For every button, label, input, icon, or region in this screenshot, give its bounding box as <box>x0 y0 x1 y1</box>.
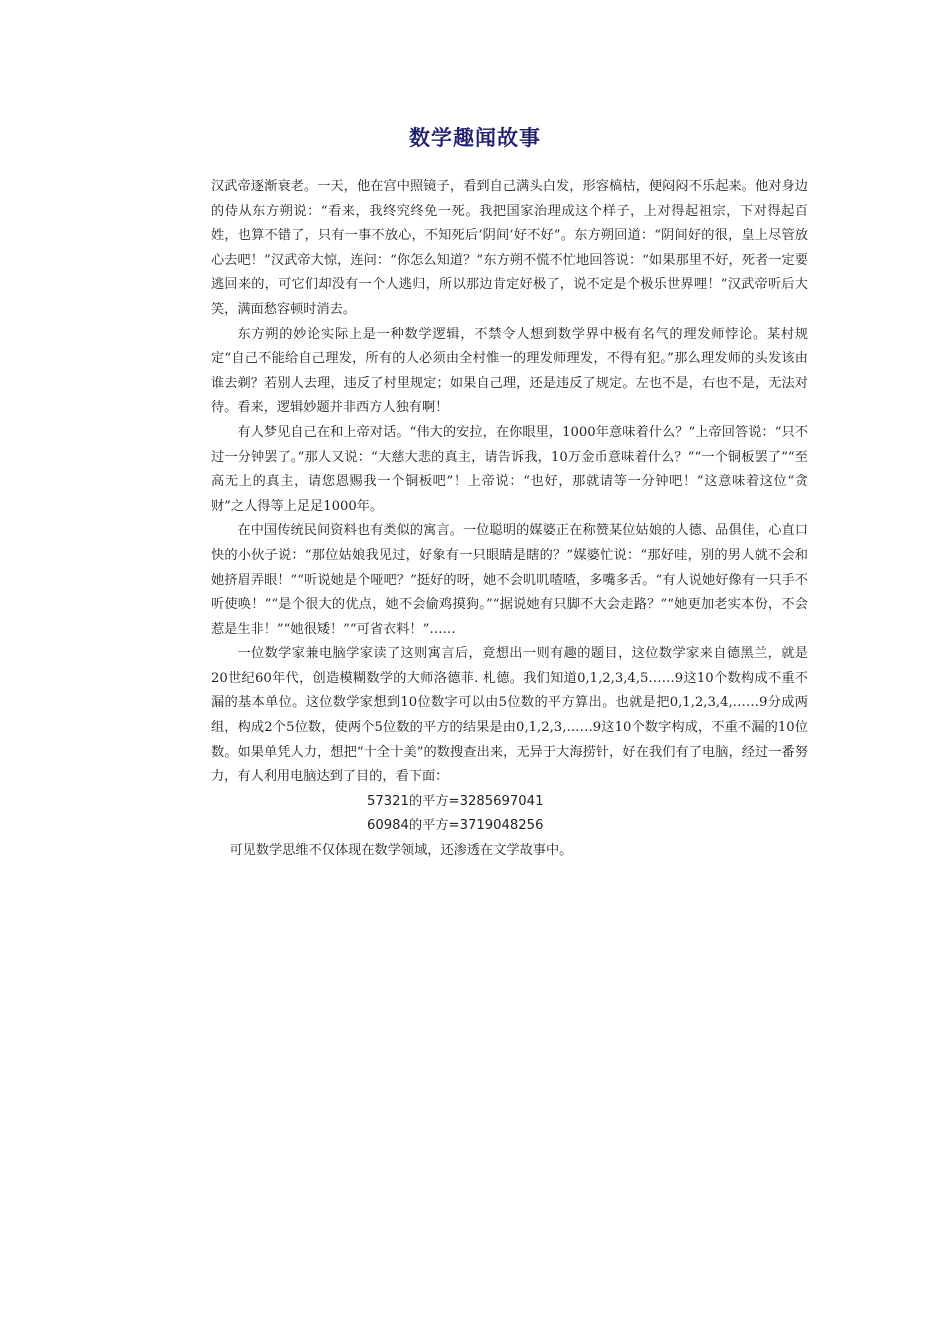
document-body <box>211 175 808 864</box>
paragraph-barber-paradox: 东方朔的妙论实际上是一种数学逻辑，不禁令人想到数学界中极有名气的理发师悖论。某村规定“自己不能给自己理发，所有的人必须由全村惟一的理发师理发，不得有犯。”那么理发师的头发该由谁去剃？若别人去理，违反了村里规定；如果自己理，还是违反了规定。左也不是，右也不是，无法对待。看来，逻辑妙题并非西方人独有啊！ <box>211 326 808 416</box>
paragraph-mathematician-puzzle: 一位数学家兼电脑学家读了这则寓言后，竟想出一则有趣的题目，这位数学家来自德黑兰，就是20世纪60年代，创造模糊数学的大师洛德菲. 札德。我们知道0,1,2,3,4,5……9这10个数构成不重不漏的基本单位。这位数学家想到10位数字可以由5位数的平方算出。也就是把0,1,2,3,4,……9分成两组，构成2个5位数，使两个5位数的平方的结果是由0,1,2,3,……9这10个数字构成，不重不漏的10位数。如果单凭人力，想把“十全十美”的数搜查出来，无异于大海捞针，好在我们有了电脑，经过一番努力，有人利用电脑达到了目的，看下面： <box>211 646 808 785</box>
paragraph-matchmaker-fable: 在中国传统民间资料也有类似的寓言。一位聪明的媒婆正在称赞某位姑娘的人德、品俱佳，心直口快的小伙子说：“那位姑娘我见过，好象有一只眼睛是瞎的？”媒婆忙说：“那好哇，别的男人就不会和她挤眉弄眼！”“听说她是个哑吧？”挺好的呀，她不会叽叽喳喳，多嘴多舌。“有人说她好像有一只手不听使唤！”“是个很大的优点，她不会偷鸡摸狗。”“据说她有只脚不大会走路？”“她更加老实本份，不会惹是生非！”“她很矮！”“可省衣料！”…… <box>211 523 808 637</box>
paragraph-god-dialogue: 有人梦见自己在和上帝对话。“伟大的安拉，在你眼里，1000年意味着什么？”上帝回答说：“只不过一分钟罢了。”那人又说：“大慈大悲的真主，请告诉我，10万金币意味着什么？”“一个铜板罢了”“至高无上的真主，请您恩赐我一个铜板吧”！上帝说：“也好，那就请等一分钟吧！”这意味着这位“贪财”之人得等上足足1000年。 <box>211 424 808 514</box>
formula-line-2: 60984的平方=3719048256 <box>367 818 544 834</box>
document-title: 数学趣闻故事 <box>409 126 541 150</box>
paragraph-closing: 可见数学思维不仅体现在数学领域，还渗透在文学故事中。 <box>229 843 573 859</box>
formula-line-1: 57321的平方=3285697041 <box>367 793 544 809</box>
paragraph-emperor-mirror: 汉武帝逐渐衰老。一天，他在宫中照镜子，看到自己满头白发，形容槁枯，便闷闷不乐起来。他对身边的侍从东方朔说：“看来，我终究终免一死。我把国家治理成这个样子，上对得起祖宗，下对得起百姓，也算不错了，只有一事不放心，不知死后‘阴间’好不好”。东方朔回道：“阴间好的很，皇上尽管放心去吧！”汉武帝大惊，连问：“你怎么知道？”东方朔不慌不忙地回答说：“如果那里不好，死者一定要逃回来的，可它们却没有一个人逃归，所以那边肯定好极了，说不定是个极乐世界哩！”汉武帝听后大笑，满面愁容顿时消去。 <box>211 179 808 317</box>
